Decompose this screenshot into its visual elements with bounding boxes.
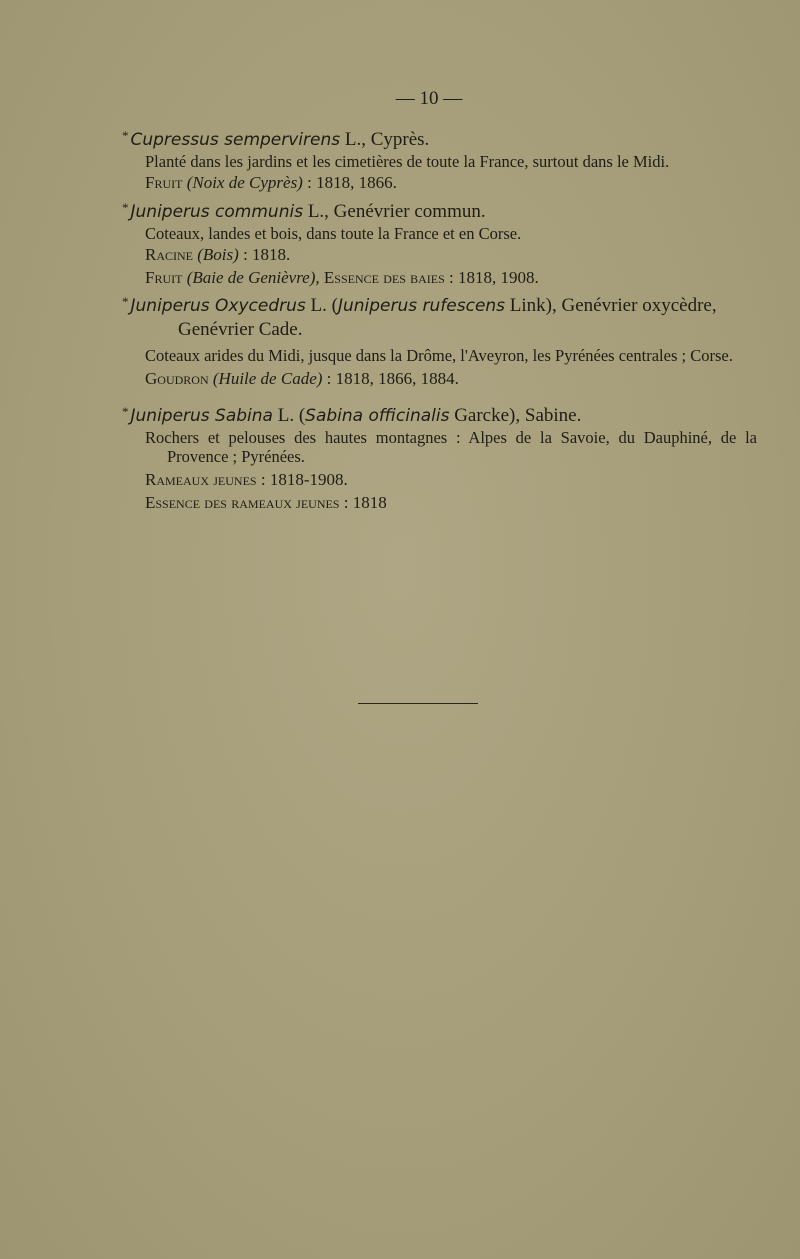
species-entry bbox=[122, 400, 757, 514]
product-line: Racine (Bois) : 1818. bbox=[145, 245, 291, 264]
species-entry bbox=[122, 124, 742, 194]
habitat-text: Coteaux arides du Midi, jusque dans la Drôme, l'Aveyron, les Pyrénées centrales ; Corse. bbox=[145, 346, 733, 365]
species-heading: * Juniperus Sabina L. (Sabina officinalis Garcke), Sabine. bbox=[122, 404, 582, 426]
latin-name: Juniperus communis bbox=[130, 202, 304, 222]
species-entry bbox=[122, 196, 742, 289]
species-heading: * Juniperus communis L., Genévrier commun. bbox=[122, 200, 486, 222]
species-heading: * Cupressus sempervirens L., Cyprès. bbox=[122, 128, 430, 150]
page-number: — 10 — bbox=[395, 88, 463, 109]
latin-name: Juniperus Sabina bbox=[130, 406, 273, 426]
product-line: Fruit (Noix de Cyprès) : 1818, 1866. bbox=[145, 173, 397, 192]
product-line: Goudron (Huile de Cade) : 1818, 1866, 1884. bbox=[145, 369, 459, 388]
latin-synonym: Juniperus rufescens bbox=[337, 296, 506, 316]
latin-synonym: Sabina officinalis bbox=[305, 406, 450, 426]
species-heading: * Juniperus Oxycedrus L. (Juniperus rufescens Link), Genévrier oxycèdre, bbox=[122, 294, 717, 316]
habitat-text: Rochers et pelouses des hautes montagnes : Alpes de la Savoie, du Dauphiné, de la Provence ; Pyrénées. bbox=[145, 428, 757, 466]
species-heading-cont: Genévrier Cade. bbox=[178, 319, 303, 340]
species-entry bbox=[122, 290, 732, 390]
product-line: Rameaux jeunes : 1818-1908. bbox=[145, 470, 348, 489]
section-divider bbox=[358, 703, 478, 704]
latin-name: Juniperus Oxycedrus bbox=[130, 296, 306, 316]
latin-name: Cupressus sempervirens bbox=[130, 130, 341, 150]
habitat-text: Planté dans les jardins et les cimetières de toute la France, surtout dans le Midi. bbox=[145, 152, 670, 171]
product-line: Essence des rameaux jeunes : 1818 bbox=[145, 493, 387, 512]
product-line: Fruit (Baie de Genièvre), Essence des baies : 1818, 1908. bbox=[145, 268, 539, 287]
habitat-text: Coteaux, landes et bois, dans toute la France et en Corse. bbox=[145, 224, 522, 243]
